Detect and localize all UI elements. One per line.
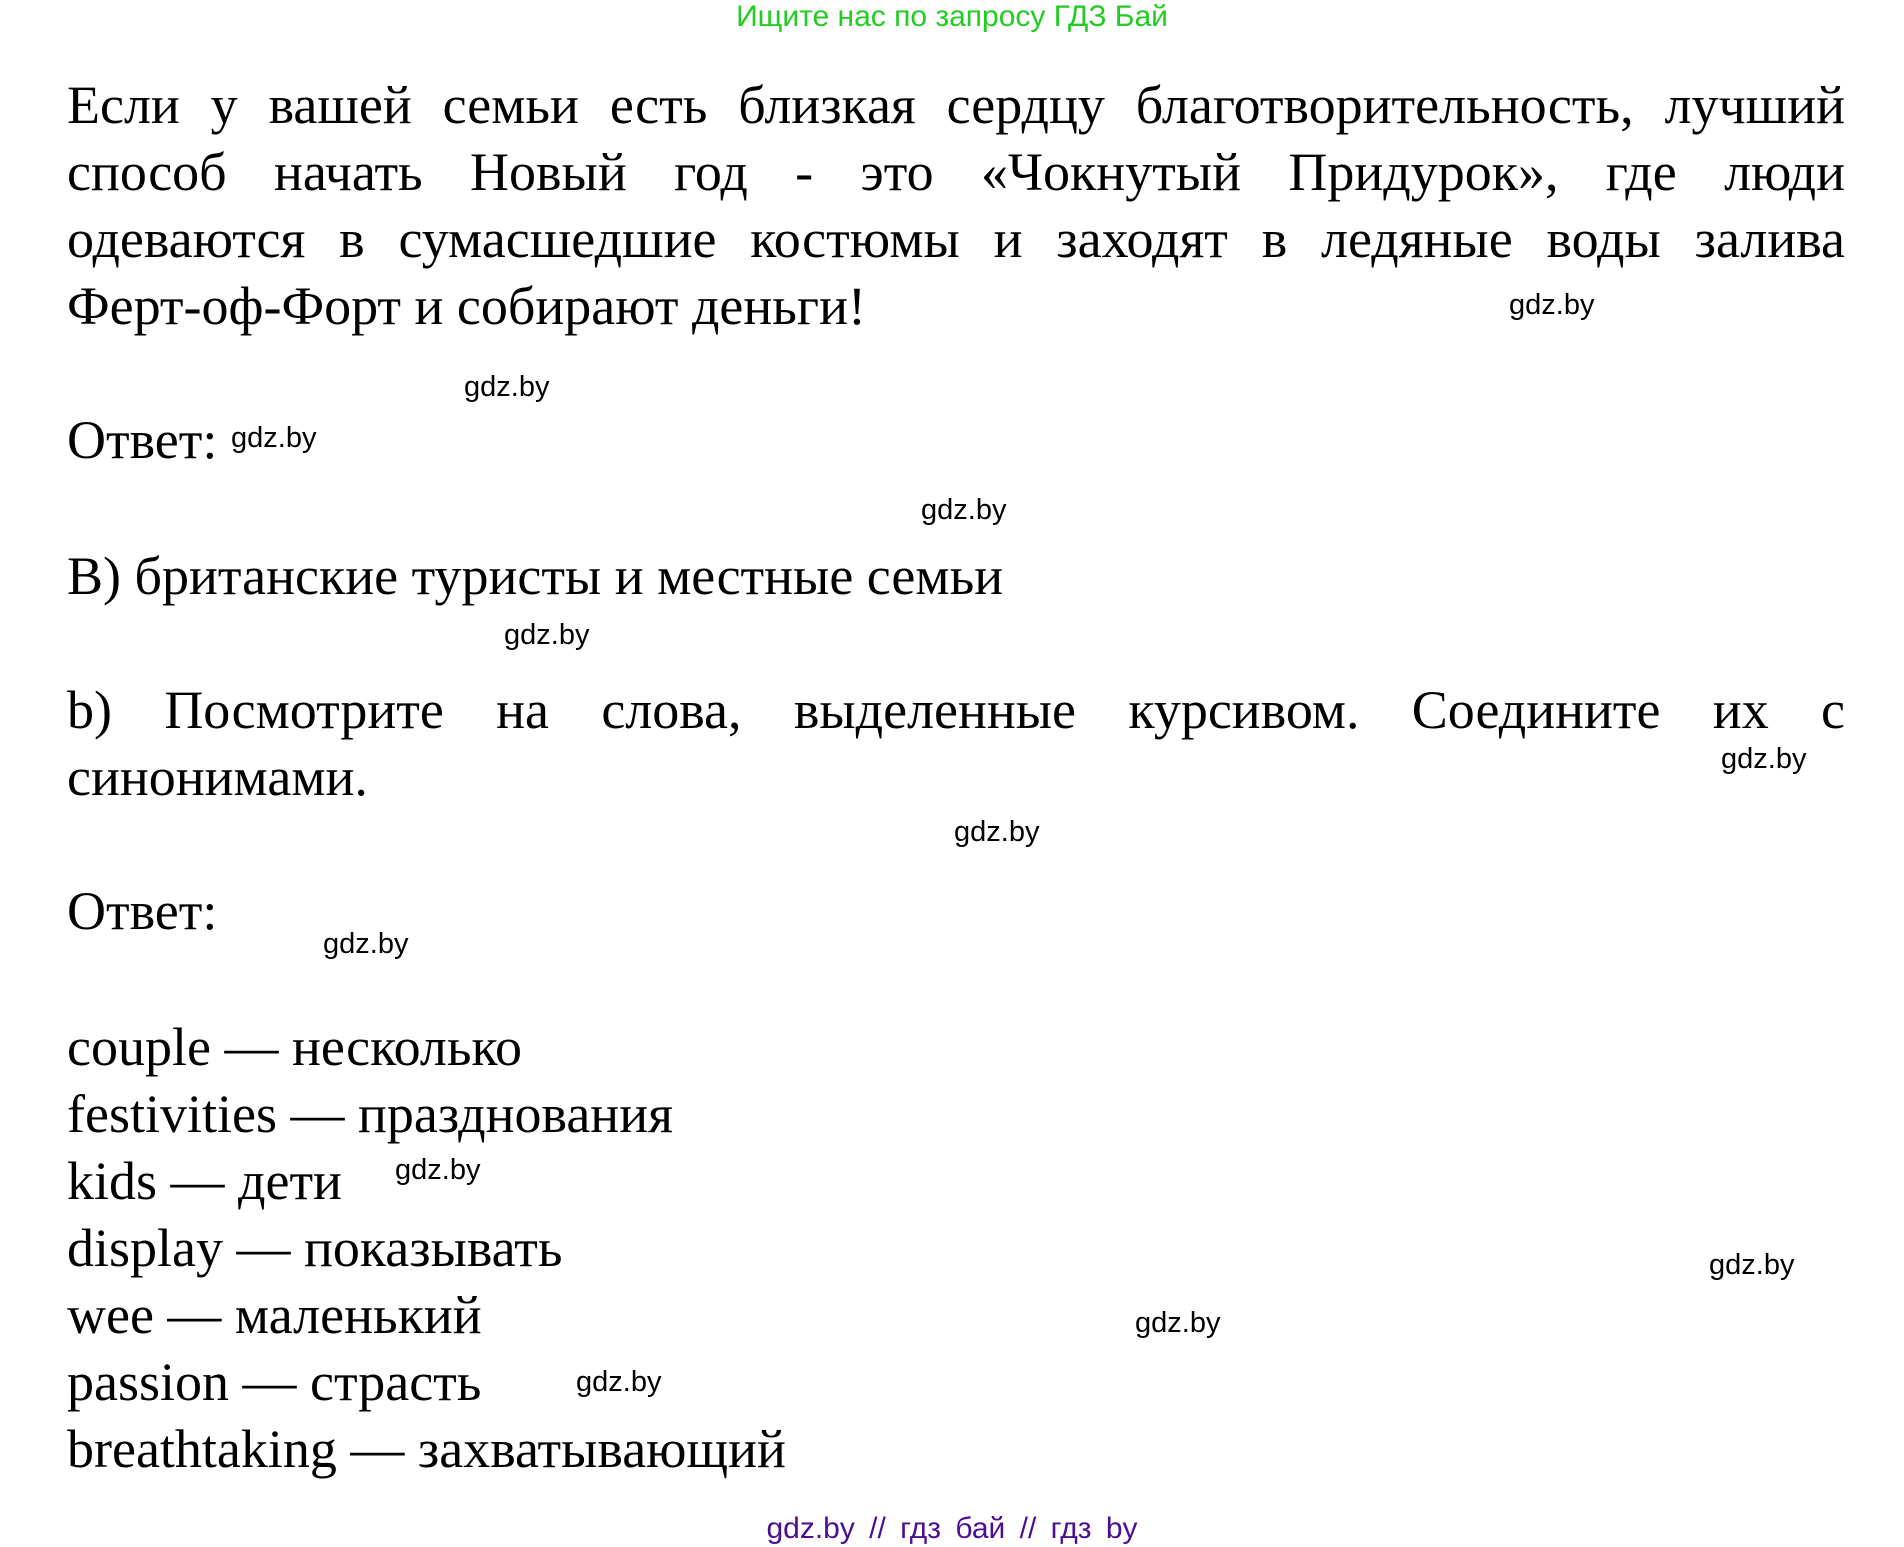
synonym-item: festivities — празднования: [67, 1084, 673, 1144]
answer-label: Ответ:: [67, 410, 218, 470]
watermark: gdz.by: [1709, 1249, 1795, 1281]
synonym-item: passion — страсть: [67, 1352, 482, 1412]
footer-links: gdz.by // гдз бай // гдз by: [766, 1512, 1138, 1545]
synonym-item: wee — маленький: [67, 1285, 482, 1345]
paragraph-line: Ферт-оф-Форт и собирают деньги!: [67, 276, 866, 336]
promo-header: Ищите нас по запросу ГДЗ Бай: [736, 0, 1168, 33]
task-line: b) Посмотрите на слова, выделенные курсивом. Соедините их с: [67, 680, 1845, 740]
watermark: gdz.by: [464, 371, 550, 403]
watermark: gdz.by: [954, 816, 1040, 848]
watermark: gdz.by: [231, 422, 317, 454]
synonym-item: display — показывать: [67, 1218, 563, 1278]
watermark: gdz.by: [395, 1154, 481, 1186]
watermark: gdz.by: [576, 1366, 662, 1398]
watermark: gdz.by: [1135, 1307, 1221, 1339]
synonym-item: kids — дети: [67, 1151, 342, 1211]
answer-text: В) британские туристы и местные семьи: [67, 546, 1004, 606]
synonym-item: couple — несколько: [67, 1017, 522, 1077]
answer-label: Ответ:: [67, 881, 218, 941]
paragraph-line: одеваются в сумасшедшие костюмы и заходят в ледяные воды залива: [67, 209, 1845, 269]
paragraph-line: способ начать Новый год - это «Чокнутый Придурок», где люди: [67, 142, 1845, 202]
watermark: gdz.by: [921, 494, 1007, 526]
task-line: синонимами.: [67, 747, 368, 807]
watermark: gdz.by: [504, 619, 590, 651]
watermark: gdz.by: [1721, 743, 1807, 775]
watermark: gdz.by: [323, 928, 409, 960]
paragraph-line: Если у вашей семьи есть близкая сердцу благотворительность, лучший: [67, 75, 1845, 135]
synonym-item: breathtaking — захватывающий: [67, 1419, 786, 1479]
watermark: gdz.by: [1509, 289, 1595, 321]
